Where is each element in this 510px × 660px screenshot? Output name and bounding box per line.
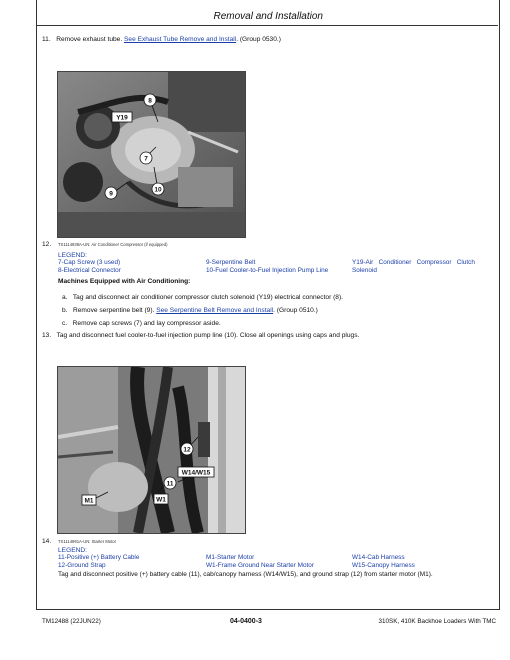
callout-w14-w15-label: W14/W15	[181, 469, 211, 477]
legend-item-y19-cont: Solenoid	[352, 266, 377, 274]
figure-caption-ac: TX1114938A-UN: Air Conditioner Compressor (if equipped)	[58, 242, 168, 247]
page-header	[36, 8, 498, 26]
legend-item-11: 11-Positive (+) Battery Cable	[58, 554, 140, 561]
legend-col-3	[352, 554, 415, 570]
legend-col-2	[206, 259, 328, 275]
legend-item-7: 7-Cap Screw (3 used)	[58, 259, 121, 266]
substep-label: a.	[62, 294, 68, 301]
step-14-text: Tag and disconnect positive (+) battery cable (11), cab/canopy harness (W14/W15), and ground strap (12) from starter motor (M1).	[58, 571, 433, 578]
step-12-number: 12.	[42, 241, 52, 248]
callout-8-label: 8	[148, 97, 152, 105]
subheading-ac: Machines Equipped with Air Conditioning:	[58, 278, 191, 285]
callout-w1-label: W1	[156, 496, 166, 504]
callout-12-label: 12	[183, 446, 191, 454]
legend-item-9: 9-Serpentine Belt	[206, 259, 256, 266]
legend-item-8: 8-Electrical Connector	[58, 266, 121, 274]
footer-model: 310SK, 410K Backhoe Loaders With TMC	[378, 618, 496, 625]
footer-page-number: 04-0400-3	[230, 618, 262, 625]
footer-doc-id: TM12488 (22JUN22)	[42, 618, 101, 625]
legend-label: LEGEND:	[58, 252, 87, 259]
legend-col-1	[58, 259, 121, 275]
callout-m1-label: M1	[84, 497, 94, 505]
legend-col-3	[352, 259, 492, 275]
substep-b	[62, 306, 318, 315]
substep-a	[62, 293, 343, 302]
substep-c	[62, 319, 221, 328]
substep-label: c.	[62, 320, 68, 327]
callout-10-label: 10	[154, 186, 162, 194]
figure-caption-starter: TX1114991A-UN: Starter Motor	[58, 539, 117, 544]
step-tail: . (Group 0530.)	[236, 36, 281, 43]
legend-item-w15: W15-Canopy Harness	[352, 561, 415, 569]
callout-7-label: 7	[144, 155, 148, 163]
substep-tail: . (Group 0510.)	[273, 307, 318, 314]
ac-compressor-photo	[57, 71, 246, 238]
step-text: Remove exhaust tube.	[56, 36, 123, 43]
step-14-number: 14.	[42, 538, 52, 545]
legend-item-y19: Y19-Air Conditioner Compressor Clutch	[352, 259, 475, 266]
exhaust-tube-link[interactable]: See Exhaust Tube Remove and Install	[124, 36, 237, 43]
substep-text: Remove cap screws (7) and lay compressor aside.	[72, 320, 221, 327]
legend-label: LEGEND:	[58, 547, 87, 554]
legend-col-2	[206, 554, 314, 570]
step-text: Tag and disconnect fuel cooler-to-fuel injection pump line (10). Close all openings using caps and plugs.	[56, 332, 360, 339]
substep-text: Remove serpentine belt (9).	[73, 307, 155, 314]
step-number: 13.	[42, 332, 52, 339]
page-title: Removal and Installation	[213, 11, 323, 22]
legend-item-w14: W14-Cab Harness	[352, 554, 405, 561]
step-13	[42, 331, 359, 340]
substep-label: b.	[62, 307, 68, 314]
legend-item-m1: M1-Starter Motor	[206, 554, 255, 561]
legend-item-12: 12-Ground Strap	[58, 561, 106, 569]
substep-text: Tag and disconnect air conditioner compressor clutch solenoid (Y19) electrical connector (8).	[72, 294, 344, 301]
callout-9-label: 9	[109, 190, 113, 198]
step-number: 11.	[42, 36, 51, 43]
callout-11-label: 11	[166, 480, 174, 488]
serpentine-belt-link[interactable]: See Serpentine Belt Remove and Install	[156, 307, 274, 314]
step-11	[42, 35, 281, 44]
legend-item-w1: W1-Frame Ground Near Starter Motor	[206, 561, 314, 569]
legend-item-10: 10-Fuel Cooler-to-Fuel Injection Pump Line	[206, 266, 329, 274]
starter-motor-photo	[57, 366, 246, 534]
legend-col-1	[58, 554, 139, 570]
callout-y19-label: Y19	[116, 114, 128, 122]
